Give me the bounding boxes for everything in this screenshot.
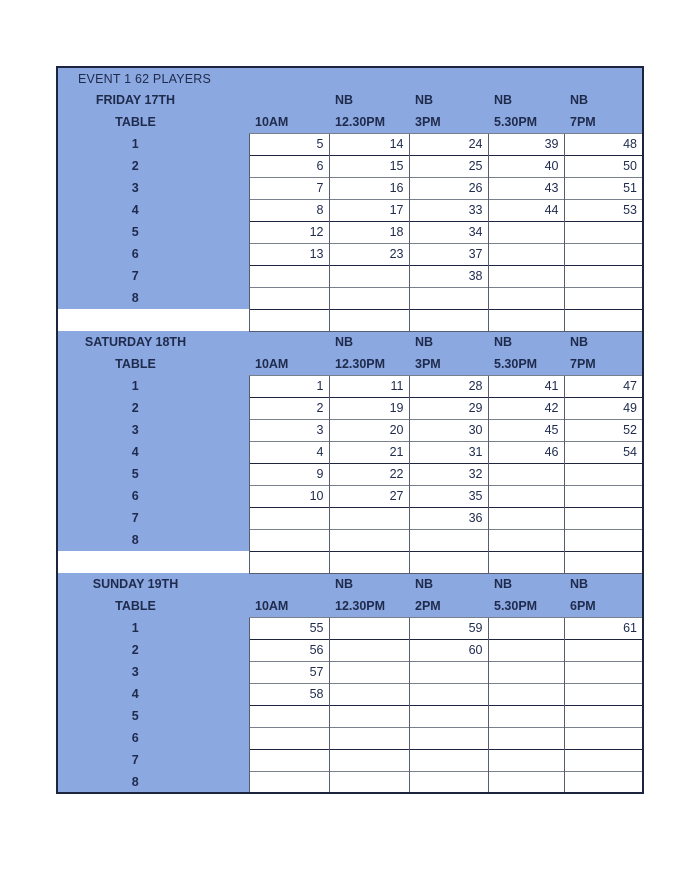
- header-spacer: [249, 89, 329, 111]
- table-number: 3: [57, 419, 249, 441]
- player-cell[interactable]: [488, 727, 564, 749]
- table-row: [57, 265, 643, 287]
- player-cell[interactable]: [409, 771, 488, 793]
- player-cell[interactable]: [488, 287, 564, 309]
- player-cell[interactable]: [488, 661, 564, 683]
- table-number: 3: [57, 661, 249, 683]
- player-cell[interactable]: 11: [329, 375, 409, 397]
- time-column-header: 2PM: [409, 595, 488, 617]
- player-cell[interactable]: 48: [564, 133, 643, 155]
- player-cell[interactable]: [564, 727, 643, 749]
- player-cell[interactable]: 24: [409, 133, 488, 155]
- event-title-row: [57, 67, 643, 89]
- table-number: 7: [57, 749, 249, 771]
- table-number: 5: [57, 463, 249, 485]
- column-header-row: [57, 353, 643, 375]
- spacer-cell: [249, 309, 329, 331]
- table-row: [57, 441, 643, 463]
- table-row: [57, 749, 643, 771]
- player-cell[interactable]: 15: [329, 155, 409, 177]
- player-cell[interactable]: 21: [329, 441, 409, 463]
- player-cell[interactable]: [488, 683, 564, 705]
- player-cell[interactable]: [329, 287, 409, 309]
- player-cell[interactable]: [564, 639, 643, 661]
- player-cell[interactable]: [249, 771, 329, 793]
- player-cell[interactable]: [329, 617, 409, 639]
- schedule-table-body: [57, 67, 643, 793]
- player-cell[interactable]: 35: [409, 485, 488, 507]
- spacer-cell: [409, 551, 488, 573]
- player-cell[interactable]: [329, 683, 409, 705]
- player-cell[interactable]: 39: [488, 133, 564, 155]
- player-cell[interactable]: [329, 749, 409, 771]
- player-cell[interactable]: 33: [409, 199, 488, 221]
- player-cell[interactable]: [409, 749, 488, 771]
- table-column-header: TABLE: [57, 595, 249, 617]
- player-cell[interactable]: 32: [409, 463, 488, 485]
- day-name-3: SUNDAY 19TH: [57, 573, 249, 595]
- player-cell[interactable]: [488, 617, 564, 639]
- player-cell[interactable]: 51: [564, 177, 643, 199]
- time-column-header: 10AM: [249, 353, 329, 375]
- player-cell[interactable]: 22: [329, 463, 409, 485]
- player-cell[interactable]: 7: [249, 177, 329, 199]
- spacer-label: [57, 551, 249, 573]
- player-cell[interactable]: [564, 507, 643, 529]
- player-cell[interactable]: 28: [409, 375, 488, 397]
- player-cell[interactable]: 10: [249, 485, 329, 507]
- player-cell[interactable]: [409, 705, 488, 727]
- table-number: 8: [57, 771, 249, 793]
- player-cell[interactable]: [488, 507, 564, 529]
- player-cell[interactable]: [409, 287, 488, 309]
- player-cell[interactable]: 36: [409, 507, 488, 529]
- player-cell[interactable]: 38: [409, 265, 488, 287]
- event-schedule-table: [56, 66, 644, 794]
- table-row: [57, 155, 643, 177]
- player-cell[interactable]: 42: [488, 397, 564, 419]
- event-title: EVENT 1 62 PLAYERS: [57, 67, 643, 89]
- player-cell[interactable]: [329, 529, 409, 551]
- table-row: [57, 463, 643, 485]
- time-column-header: 3PM: [409, 353, 488, 375]
- table-row: [57, 727, 643, 749]
- player-cell[interactable]: [564, 749, 643, 771]
- player-cell[interactable]: 46: [488, 441, 564, 463]
- time-column-header: 7PM: [564, 111, 643, 133]
- nb-marker: NB: [488, 89, 564, 111]
- player-cell[interactable]: [249, 727, 329, 749]
- nb-marker: NB: [564, 89, 643, 111]
- player-cell[interactable]: 50: [564, 155, 643, 177]
- player-cell[interactable]: 26: [409, 177, 488, 199]
- time-column-header: 5.30PM: [488, 595, 564, 617]
- spacer-cell: [488, 551, 564, 573]
- player-cell[interactable]: 2: [249, 397, 329, 419]
- table-row: [57, 199, 643, 221]
- player-cell[interactable]: [488, 639, 564, 661]
- spacer-cell: [564, 309, 643, 331]
- player-cell[interactable]: [564, 265, 643, 287]
- header-spacer: [249, 331, 329, 353]
- player-cell[interactable]: 58: [249, 683, 329, 705]
- player-cell[interactable]: 20: [329, 419, 409, 441]
- table-row: [57, 397, 643, 419]
- table-row: [57, 485, 643, 507]
- player-cell[interactable]: 13: [249, 243, 329, 265]
- day-name-1: FRIDAY 17TH: [57, 89, 249, 111]
- player-cell[interactable]: 25: [409, 155, 488, 177]
- spacer-cell: [488, 309, 564, 331]
- table-row: [57, 177, 643, 199]
- nb-marker: NB: [488, 331, 564, 353]
- player-cell[interactable]: 9: [249, 463, 329, 485]
- player-cell[interactable]: 16: [329, 177, 409, 199]
- table-column-header: TABLE: [57, 353, 249, 375]
- player-cell[interactable]: 44: [488, 199, 564, 221]
- player-cell[interactable]: 59: [409, 617, 488, 639]
- time-column-header: 12.30PM: [329, 353, 409, 375]
- player-cell[interactable]: 17: [329, 199, 409, 221]
- player-cell[interactable]: [488, 265, 564, 287]
- spacer-cell: [564, 551, 643, 573]
- player-cell[interactable]: 34: [409, 221, 488, 243]
- player-cell[interactable]: [564, 287, 643, 309]
- table-number: 8: [57, 529, 249, 551]
- table-row: [57, 419, 643, 441]
- player-cell[interactable]: 41: [488, 375, 564, 397]
- player-cell[interactable]: 49: [564, 397, 643, 419]
- player-cell[interactable]: [249, 287, 329, 309]
- day-header-row: [57, 573, 643, 595]
- player-cell[interactable]: [329, 727, 409, 749]
- section-spacer-row: [57, 551, 643, 573]
- table-number: 4: [57, 199, 249, 221]
- player-cell[interactable]: 30: [409, 419, 488, 441]
- player-cell[interactable]: [409, 529, 488, 551]
- player-cell[interactable]: [409, 683, 488, 705]
- day-header-row: [57, 89, 643, 111]
- table-row: [57, 287, 643, 309]
- player-cell[interactable]: [329, 639, 409, 661]
- table-row: [57, 705, 643, 727]
- nb-marker: NB: [488, 573, 564, 595]
- player-cell[interactable]: 43: [488, 177, 564, 199]
- table-number: 6: [57, 727, 249, 749]
- table-number: 2: [57, 155, 249, 177]
- time-column-header: 12.30PM: [329, 111, 409, 133]
- table-number: 5: [57, 221, 249, 243]
- player-cell[interactable]: [409, 661, 488, 683]
- player-cell[interactable]: 23: [329, 243, 409, 265]
- player-cell[interactable]: [329, 771, 409, 793]
- time-column-header: 6PM: [564, 595, 643, 617]
- player-cell[interactable]: [329, 507, 409, 529]
- player-cell[interactable]: [564, 705, 643, 727]
- player-cell[interactable]: [488, 749, 564, 771]
- player-cell[interactable]: [249, 749, 329, 771]
- player-cell[interactable]: 56: [249, 639, 329, 661]
- table-row: [57, 617, 643, 639]
- table-number: 2: [57, 397, 249, 419]
- spacer-cell: [329, 309, 409, 331]
- player-cell[interactable]: 45: [488, 419, 564, 441]
- player-cell[interactable]: 54: [564, 441, 643, 463]
- nb-marker: NB: [409, 331, 488, 353]
- player-cell[interactable]: [249, 265, 329, 287]
- player-cell[interactable]: 1: [249, 375, 329, 397]
- player-cell[interactable]: 53: [564, 199, 643, 221]
- time-column-header: 5.30PM: [488, 353, 564, 375]
- player-cell[interactable]: 47: [564, 375, 643, 397]
- table-row: [57, 771, 643, 793]
- player-cell[interactable]: [409, 727, 488, 749]
- player-cell[interactable]: [564, 771, 643, 793]
- player-cell[interactable]: [488, 485, 564, 507]
- player-cell[interactable]: 31: [409, 441, 488, 463]
- player-cell[interactable]: 55: [249, 617, 329, 639]
- player-cell[interactable]: 8: [249, 199, 329, 221]
- column-header-row: [57, 111, 643, 133]
- table-row: [57, 133, 643, 155]
- player-cell[interactable]: 18: [329, 221, 409, 243]
- player-cell[interactable]: [564, 683, 643, 705]
- table-row: [57, 221, 643, 243]
- player-cell[interactable]: [564, 221, 643, 243]
- player-cell[interactable]: 57: [249, 661, 329, 683]
- player-cell[interactable]: 40: [488, 155, 564, 177]
- time-column-header: 3PM: [409, 111, 488, 133]
- spacer-cell: [409, 309, 488, 331]
- nb-marker: NB: [329, 89, 409, 111]
- table-row: [57, 529, 643, 551]
- player-cell[interactable]: [249, 529, 329, 551]
- table-number: 3: [57, 177, 249, 199]
- table-number: 6: [57, 485, 249, 507]
- nb-marker: NB: [409, 573, 488, 595]
- player-cell[interactable]: [564, 463, 643, 485]
- table-number: 1: [57, 617, 249, 639]
- time-column-header: 10AM: [249, 111, 329, 133]
- player-cell[interactable]: [488, 529, 564, 551]
- player-cell[interactable]: 29: [409, 397, 488, 419]
- player-cell[interactable]: 27: [329, 485, 409, 507]
- player-cell[interactable]: [488, 771, 564, 793]
- player-cell[interactable]: 14: [329, 133, 409, 155]
- column-header-row: [57, 595, 643, 617]
- time-column-header: 12.30PM: [329, 595, 409, 617]
- table-number: 8: [57, 287, 249, 309]
- player-cell[interactable]: 19: [329, 397, 409, 419]
- header-spacer: [249, 573, 329, 595]
- table-number: 1: [57, 375, 249, 397]
- time-column-header: 7PM: [564, 353, 643, 375]
- time-column-header: 5.30PM: [488, 111, 564, 133]
- spacer-cell: [249, 551, 329, 573]
- table-number: 1: [57, 133, 249, 155]
- table-number: 4: [57, 683, 249, 705]
- table-column-header: TABLE: [57, 111, 249, 133]
- nb-marker: NB: [329, 573, 409, 595]
- player-cell[interactable]: [488, 243, 564, 265]
- table-row: [57, 507, 643, 529]
- table-number: 2: [57, 639, 249, 661]
- player-cell[interactable]: 3: [249, 419, 329, 441]
- day-name-2: SATURDAY 18TH: [57, 331, 249, 353]
- table-number: 7: [57, 265, 249, 287]
- player-cell[interactable]: [249, 705, 329, 727]
- player-cell[interactable]: 37: [409, 243, 488, 265]
- player-cell[interactable]: [329, 661, 409, 683]
- player-cell[interactable]: 61: [564, 617, 643, 639]
- table-row: [57, 639, 643, 661]
- player-cell[interactable]: [564, 243, 643, 265]
- player-cell[interactable]: [488, 463, 564, 485]
- player-cell[interactable]: [488, 221, 564, 243]
- time-column-header: 10AM: [249, 595, 329, 617]
- nb-marker: NB: [409, 89, 488, 111]
- player-cell[interactable]: [564, 485, 643, 507]
- player-cell[interactable]: [329, 705, 409, 727]
- player-cell[interactable]: [564, 529, 643, 551]
- spacer-label: [57, 309, 249, 331]
- table-row: [57, 243, 643, 265]
- player-cell[interactable]: 5: [249, 133, 329, 155]
- nb-marker: NB: [564, 331, 643, 353]
- table-number: 5: [57, 705, 249, 727]
- player-cell[interactable]: [249, 507, 329, 529]
- table-row: [57, 661, 643, 683]
- table-number: 6: [57, 243, 249, 265]
- player-cell[interactable]: [564, 661, 643, 683]
- nb-marker: NB: [564, 573, 643, 595]
- player-cell[interactable]: 4: [249, 441, 329, 463]
- player-cell[interactable]: [329, 265, 409, 287]
- player-cell[interactable]: 6: [249, 155, 329, 177]
- nb-marker: NB: [329, 331, 409, 353]
- table-number: 7: [57, 507, 249, 529]
- player-cell[interactable]: 60: [409, 639, 488, 661]
- day-header-row: [57, 331, 643, 353]
- player-cell[interactable]: 12: [249, 221, 329, 243]
- section-spacer-row: [57, 309, 643, 331]
- table-row: [57, 683, 643, 705]
- spacer-cell: [329, 551, 409, 573]
- player-cell[interactable]: 52: [564, 419, 643, 441]
- table-number: 4: [57, 441, 249, 463]
- player-cell[interactable]: [488, 705, 564, 727]
- table-row: [57, 375, 643, 397]
